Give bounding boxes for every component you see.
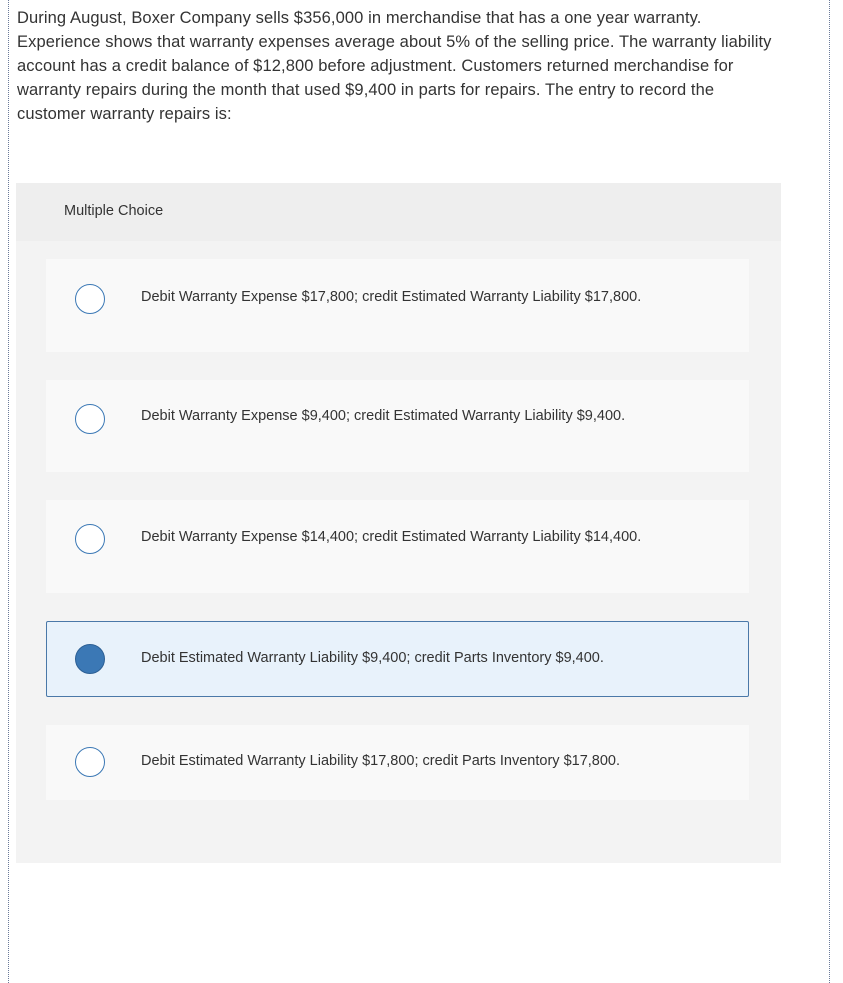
radio-button-icon[interactable]: [75, 747, 105, 777]
choice-option-4-selected[interactable]: [46, 621, 749, 697]
radio-button-icon[interactable]: [75, 524, 105, 554]
multiple-choice-label: Multiple Choice: [64, 203, 164, 219]
choice-option-label: Debit Warranty Expense $17,800; credit Estimated Warranty Liability $17,800.: [141, 289, 642, 305]
choice-option-2[interactable]: [46, 380, 749, 472]
choice-option-label: Debit Estimated Warranty Liability $17,800; credit Parts Inventory $17,800.: [141, 753, 621, 769]
choice-option-label: Debit Warranty Expense $9,400; credit Estimated Warranty Liability $9,400.: [141, 408, 626, 424]
multiple-choice-header: [16, 183, 781, 241]
radio-button-icon[interactable]: [75, 404, 105, 434]
choice-option-5[interactable]: [46, 725, 749, 800]
multiple-choice-panel: [16, 183, 781, 863]
radio-button-checked-icon[interactable]: [75, 644, 105, 674]
choice-option-1[interactable]: [46, 259, 749, 352]
choice-option-label: Debit Estimated Warranty Liability $9,400; credit Parts Inventory $9,400.: [141, 650, 604, 666]
radio-button-icon[interactable]: [75, 284, 105, 314]
question-text: During August, Boxer Company sells $356,000 in merchandise that has a one year warranty. Experience shows that warranty expenses average about 5% of the selling price. The warranty liability account has a credit balance of $12,800 before adjustment. Customers returned merchandise for warranty repairs during the month that used $9,400 in parts for repairs. The entry to record the customer warranty repairs is:: [17, 9, 772, 123]
choice-option-label: Debit Warranty Expense $14,400; credit Estimated Warranty Liability $14,400.: [141, 529, 642, 545]
choice-option-3[interactable]: [46, 500, 749, 593]
